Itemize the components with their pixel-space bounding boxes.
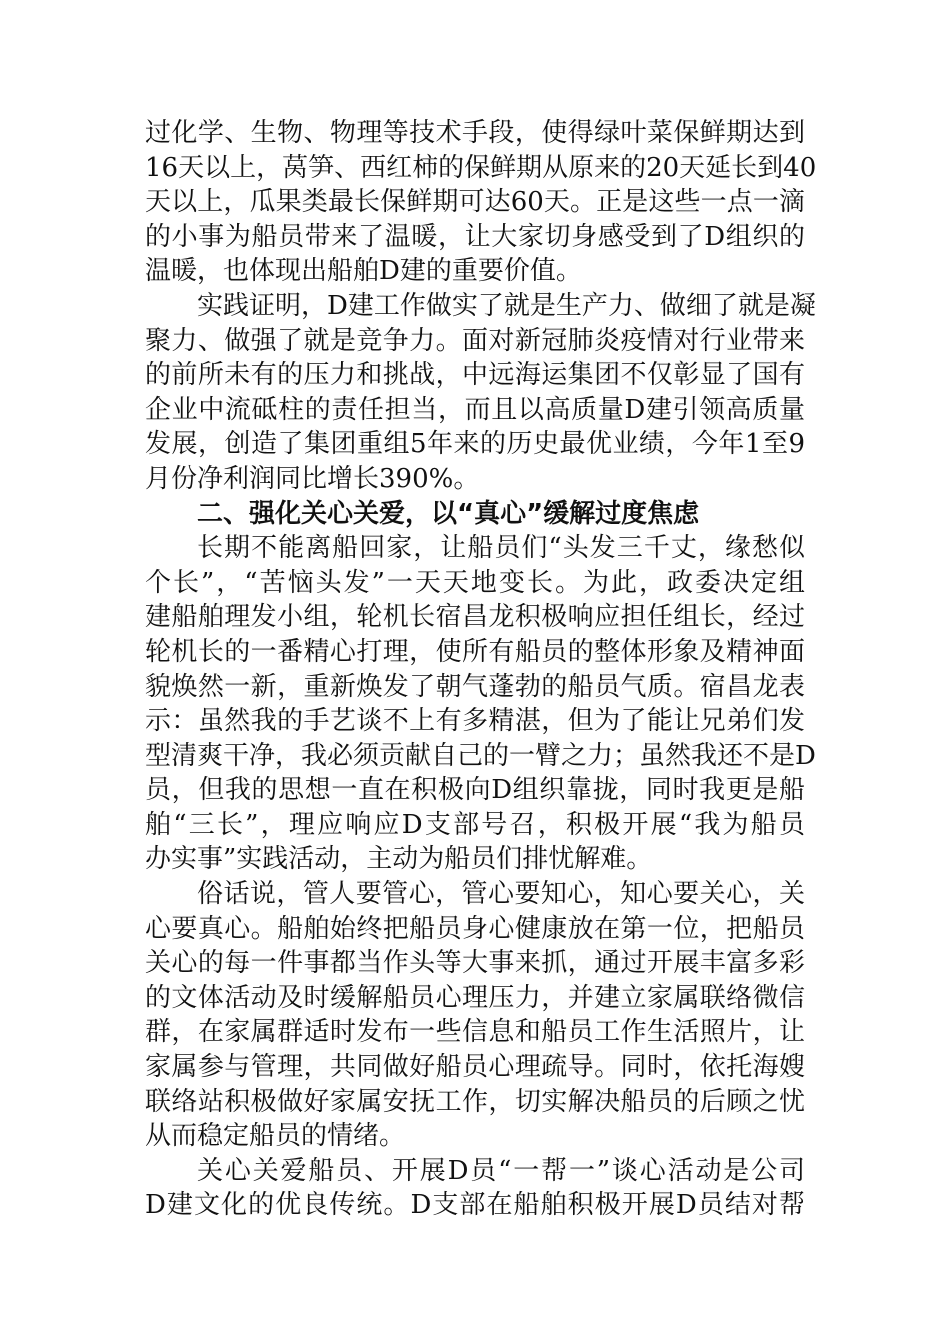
paragraph-5 xyxy=(145,1154,805,1223)
text-line: 的小事为船员带来了温暖，让大家切身感受到了D组织的 xyxy=(145,221,805,252)
paragraph-3 xyxy=(145,531,816,877)
text-line: 发展，创造了集团重组5年来的历史最优业绩，今年1至9 xyxy=(145,429,805,460)
document-page xyxy=(145,116,817,1223)
text-line: 实践证明，D建工作做实了就是生产力、做细了就是凝 xyxy=(197,290,816,321)
text-line: 企业中流砥柱的责任担当，而且以高质量D建引领高质量 xyxy=(145,394,805,425)
text-line: 轮机长的一番精心打理，使所有船员的整体形象及精神面 xyxy=(145,636,805,667)
text-line: 天以上，瓜果类最长保鲜期可达60天。正是这些一点一滴 xyxy=(145,187,805,218)
text-line: 联络站积极做好家属安抚工作，切实解决船员的后顾之忧 xyxy=(145,1086,805,1117)
text-line: 心要真心。船舶始终把船员身心健康放在第一位，把船员 xyxy=(145,913,805,944)
text-line: 过化学、生物、物理等技术手段，使得绿叶菜保鲜期达到 xyxy=(145,118,805,148)
text-line: 个长”，“苦恼头发”一天天地变长。为此，政委决定组 xyxy=(145,567,805,598)
text-line: 示：虽然我的手艺谈不上有多精湛，但为了能让兄弟们发 xyxy=(145,706,805,737)
text-line: 长期不能离船回家，让船员们“头发三千丈，缘愁似 xyxy=(197,533,805,564)
paragraph-2 xyxy=(145,289,816,497)
text-line: 的前所未有的压力和挑战，中远海运集团不仅彰显了国有 xyxy=(145,360,805,391)
text-line: 关心的每一件事都当作头等大事来抓，通过开展丰富多彩 xyxy=(145,948,805,979)
text-line: 貌焕然一新，重新焕发了朝气蓬勃的船员气质。宿昌龙表 xyxy=(145,671,805,702)
text-line: 舶“三长”，理应响应D支部号召，积极开展“我为船员 xyxy=(145,809,805,840)
text-line: 型清爽干净，我必须贡献自己的一臂之力；虽然我还不是D xyxy=(145,740,816,771)
text-line: 俗话说，管人要管心，管心要知心，知心要关心，关 xyxy=(197,879,805,910)
paragraph-1 xyxy=(145,116,817,289)
text-line: D建文化的优良传统。D支部在船舶积极开展D员结对帮 xyxy=(145,1190,805,1221)
section-heading: 二、强化关心关爱，以“真心”缓解过度焦虑 xyxy=(197,498,700,529)
text-line: 关心关爱船员、开展D员“一帮一”谈心活动是公司 xyxy=(197,1155,805,1186)
text-line: 办实事”实践活动，主动为船员们排忧解难。 xyxy=(145,844,653,875)
text-line: 温暖，也体现出船舶D建的重要价值。 xyxy=(145,256,582,287)
text-line: 聚力、做强了就是竞争力。面对新冠肺炎疫情对行业带来 xyxy=(145,325,805,356)
text-line: 员，但我的思想一直在积极向D组织靠拢，同时我更是船 xyxy=(145,775,805,806)
text-line: 建船舶理发小组，轮机长宿昌龙积极响应担任组长，经过 xyxy=(145,602,805,633)
text-line: 从而稳定船员的情绪。 xyxy=(145,1121,406,1152)
text-line: 的文体活动及时缓解船员心理压力，并建立家属联络微信 xyxy=(145,982,805,1013)
paragraph-4 xyxy=(145,877,805,1154)
text-line: 月份净利润同比增长390%。 xyxy=(145,463,480,494)
text-line: 群，在家属群适时发布一些信息和船员工作生活照片，让 xyxy=(145,1017,805,1048)
text-line: 家属参与管理，共同做好船员心理疏导。同时，依托海嫂 xyxy=(145,1052,805,1083)
text-line: 16天以上，莴笋、西红柿的保鲜期从原来的20天延长到40 xyxy=(145,152,817,183)
